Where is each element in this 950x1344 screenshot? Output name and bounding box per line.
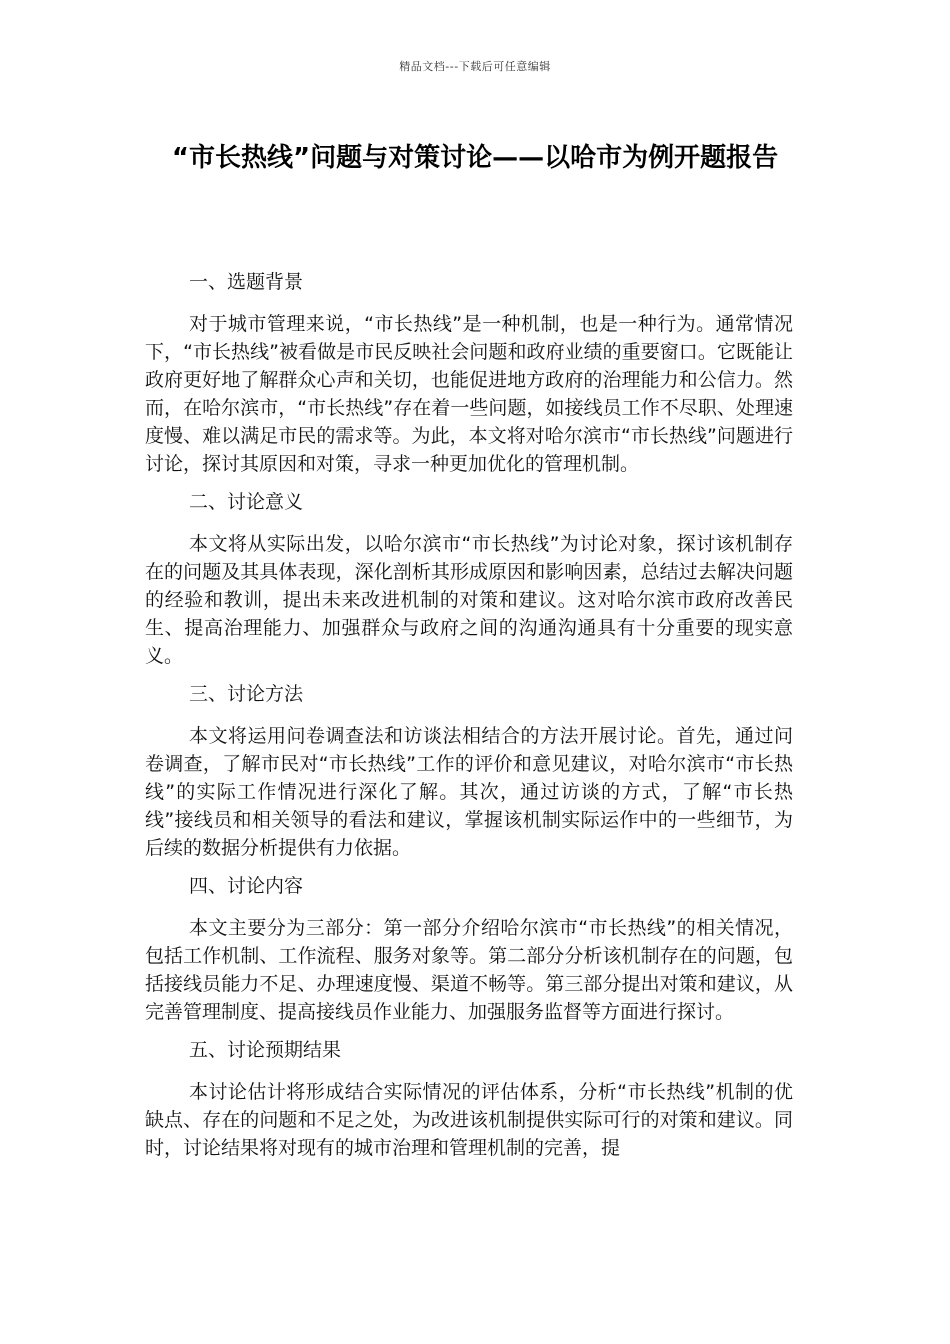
section-paragraph: 对于城市管理来说，“市长热线”是一种机制，也是一种行为。通常情况下，“市长热线”被看做是市民反映社会问题和政府业绩的重要窗口。它既能让政府更好地了解群众心声和关切，也能促进地方政府的治理能力和公信力。然而，在哈尔滨市，“市长热线”存在着一些问题，如接线员工作不尽职、处理速度慢、难以满足市民的需求等。为此，本文将对哈尔滨市“市长热线”问题进行讨论，探讨其原因和对策，寻求一种更加优化的管理机制。 (145, 313, 793, 475)
section-paragraph: 本文将从实际出发，以哈尔滨市“市长热线”为讨论对象，探讨该机制存在的问题及其具体表现，深化剖析其形成原因和影响因素，总结过去解决问题的经验和教训，提出未来改进机制的对策和建议。这对哈尔滨市政府改善民生、提高治理能力、加强群众与政府之间的沟通沟通具有十分重要的现实意义。 (145, 533, 793, 667)
section-heading: 三、讨论方法 (189, 683, 304, 705)
section-heading: 四、讨论内容 (189, 875, 304, 897)
section-significance (145, 488, 793, 670)
section-heading: 五、讨论预期结果 (189, 1039, 342, 1061)
section-heading: 一、选题背景 (189, 271, 304, 293)
document-body (145, 268, 793, 1172)
section-paragraph: 本文将运用问卷调查法和访谈法相结合的方法开展讨论。首先，通过问卷调查，了解市民对“市长热线”工作的评价和意见建议，对哈尔滨市“市长热线”的实际工作情况进行深化了解。其次，通过访谈的方式，了解“市长热线”接线员和相关领导的看法和建议，掌握该机制实际运作中的一些细节，为后续的数据分析提供有力依据。 (145, 725, 793, 859)
section-method (145, 680, 793, 862)
document-title: “市长热线”问题与对策讨论——以哈市为例开题报告 (171, 143, 779, 173)
section-content (145, 872, 793, 1026)
section-heading: 二、讨论意义 (189, 491, 304, 513)
header-note: 精品文档---下载后可任意编辑 (399, 60, 551, 73)
section-background (145, 268, 793, 478)
section-paragraph: 本文主要分为三部分：第一部分介绍哈尔滨市“市长热线”的相关情况，包括工作机制、工作流程、服务对象等。第二部分分析该机制存在的问题，包括接线员能力不足、办理速度慢、渠道不畅等。第三部分提出对策和建议，从完善管理制度、提高接线员作业能力、加强服务监督等方面进行探讨。 (145, 917, 793, 1023)
section-paragraph: 本讨论估计将形成结合实际情况的评估体系，分析“市长热线”机制的优缺点、存在的问题和不足之处，为改进该机制提供实际可行的对策和建议。同时，讨论结果将对现有的城市治理和管理机制的完善，提 (145, 1081, 793, 1159)
section-expected-results (145, 1036, 793, 1162)
